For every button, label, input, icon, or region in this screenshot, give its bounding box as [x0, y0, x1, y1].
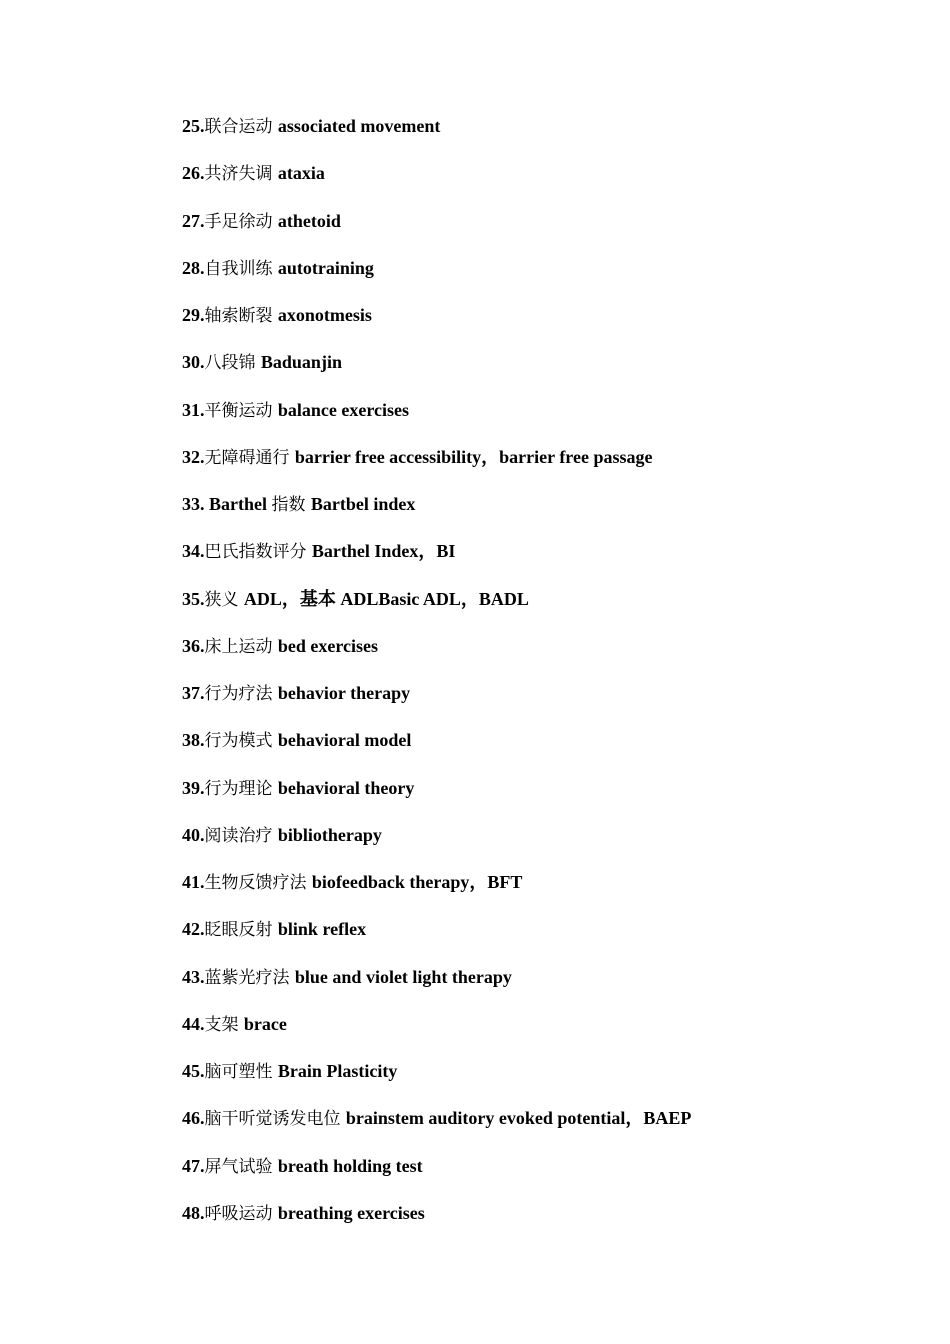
list-item: 36.床上运动 bed exercises — [182, 635, 379, 657]
list-item: 25.联合运动 associated movement — [182, 116, 441, 137]
list-item: 44.支架 brace — [182, 1013, 287, 1035]
list-item: 28.自我训练 autotraining — [182, 257, 374, 279]
list-item: 45.脑可塑性 Brain Plasticity — [182, 1061, 398, 1082]
term-list — [182, 114, 902, 1248]
list-item: 35.狭义 ADL，基本 ADLBasic ADL，BADL — [182, 588, 529, 610]
list-item: 43.蓝紫光疗法 blue and violet light therapy — [182, 966, 512, 988]
list-item: 41.生物反馈疗法 biofeedback therapy，BFT — [182, 872, 523, 893]
list-item: 29.轴索断裂 axonotmesis — [182, 305, 372, 326]
list-item: 47.屏气试验 breath holding test — [182, 1155, 423, 1177]
list-item: 27.手足徐动 athetoid — [182, 210, 341, 232]
list-item: 39.行为理论 behavioral theory — [182, 777, 415, 799]
list-item: 38.行为模式 behavioral model — [182, 730, 412, 752]
list-item: 37.行为疗法 behavior therapy — [182, 683, 411, 704]
list-item: 33. Barthel 指数 Bartbel index — [182, 494, 416, 515]
list-item: 42.眨眼反射 blink reflex — [182, 919, 367, 941]
list-item: 26.共济失调 ataxia — [182, 163, 325, 185]
list-item: 30.八段锦 Baduanjin — [182, 352, 342, 374]
list-item: 40.阅读治疗 bibliotherapy — [182, 824, 382, 846]
list-item: 31.平衡运动 balance exercises — [182, 399, 410, 421]
list-item: 32.无障碍通行 barrier free accessibility，barrier free passage — [182, 446, 653, 468]
list-item: 48.呼吸运动 breathing exercises — [182, 1202, 425, 1224]
list-item: 34.巴氏指数评分 Barthel Index，BI — [182, 541, 456, 563]
list-item: 46.脑干听觉诱发电位 brainstem auditory evoked potential，BAEP — [182, 1108, 692, 1130]
